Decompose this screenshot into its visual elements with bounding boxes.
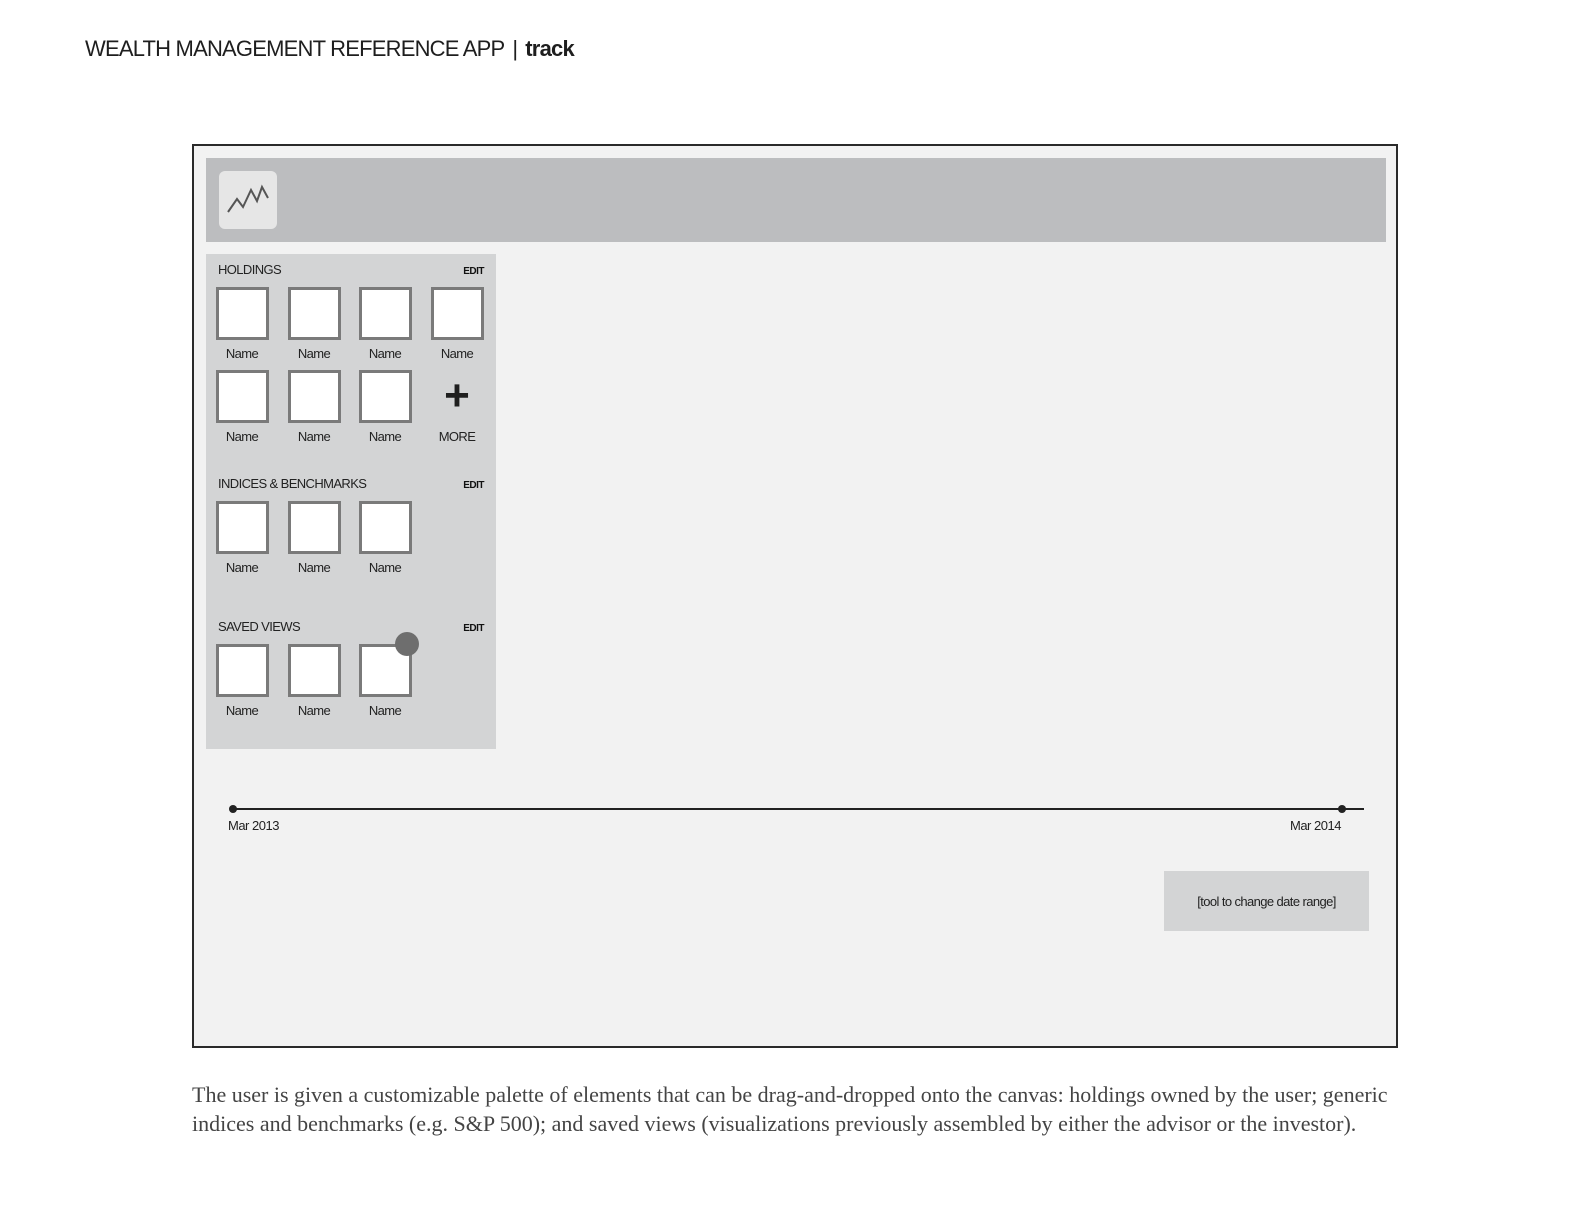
date-range-tool[interactable] [1164, 871, 1369, 931]
timeline-end-label: Mar 2014 [1290, 818, 1341, 833]
notification-badge [395, 632, 419, 656]
index-label: Name [297, 560, 331, 575]
saved-view-tile[interactable] [288, 644, 341, 697]
holding-tile[interactable] [288, 370, 341, 423]
holdings-title: HOLDINGS [218, 262, 282, 277]
holding-tile[interactable] [216, 370, 269, 423]
index-label: Name [368, 560, 402, 575]
top-bar [206, 158, 1386, 242]
saved-views-edit-button[interactable]: EDIT [463, 623, 484, 634]
holding-tile[interactable] [288, 287, 341, 340]
indices-edit-button[interactable]: EDIT [463, 480, 484, 491]
more-button[interactable]: MORE [438, 429, 476, 444]
timeline-track[interactable] [232, 808, 1364, 810]
holding-label: Name [368, 429, 402, 444]
saved-view-label: Name [297, 703, 331, 718]
saved-view-label: Name [368, 703, 402, 718]
section-name: track [525, 36, 574, 61]
holding-label: Name [297, 429, 331, 444]
holding-tile[interactable] [431, 287, 484, 340]
document-header [85, 36, 574, 62]
element-palette [206, 254, 496, 749]
saved-views-title: SAVED VIEWS [218, 619, 301, 634]
index-label: Name [225, 560, 259, 575]
index-tile[interactable] [216, 501, 269, 554]
holding-label: Name [225, 346, 259, 361]
timeline-start-label: Mar 2013 [228, 818, 279, 833]
indices-title: INDICES & BENCHMARKS [218, 476, 367, 491]
holding-label: Name [440, 346, 474, 361]
holding-tile[interactable] [359, 370, 412, 423]
holding-label: Name [225, 429, 259, 444]
holdings-edit-button[interactable]: EDIT [463, 266, 484, 277]
header-separator: | [512, 36, 518, 61]
holding-label: Name [368, 346, 402, 361]
app-canvas[interactable] [192, 144, 1398, 1048]
saved-view-label: Name [225, 703, 259, 718]
app-name: WEALTH MANAGEMENT REFERENCE APP [85, 36, 505, 61]
holding-label: Name [297, 346, 331, 361]
index-tile[interactable] [359, 501, 412, 554]
saved-view-tile[interactable] [216, 644, 269, 697]
caption-text: The user is given a customizable palette of elements that can be drag-and-dropped onto the canvas: holdings owned by the user; generic indices and benchmarks (e.g. S&P 500); and saved views (visualizations previously assembled by either the advisor or the investor). [192, 1082, 1388, 1136]
timeline-end-handle[interactable] [1338, 805, 1346, 813]
date-range-tool-label: [tool to change date range] [1197, 893, 1336, 909]
plus-icon[interactable]: + [444, 371, 470, 420]
index-tile[interactable] [288, 501, 341, 554]
holding-tile[interactable] [359, 287, 412, 340]
timeline-start-handle[interactable] [229, 805, 237, 813]
line-chart-icon[interactable] [219, 171, 277, 229]
holding-tile[interactable] [216, 287, 269, 340]
